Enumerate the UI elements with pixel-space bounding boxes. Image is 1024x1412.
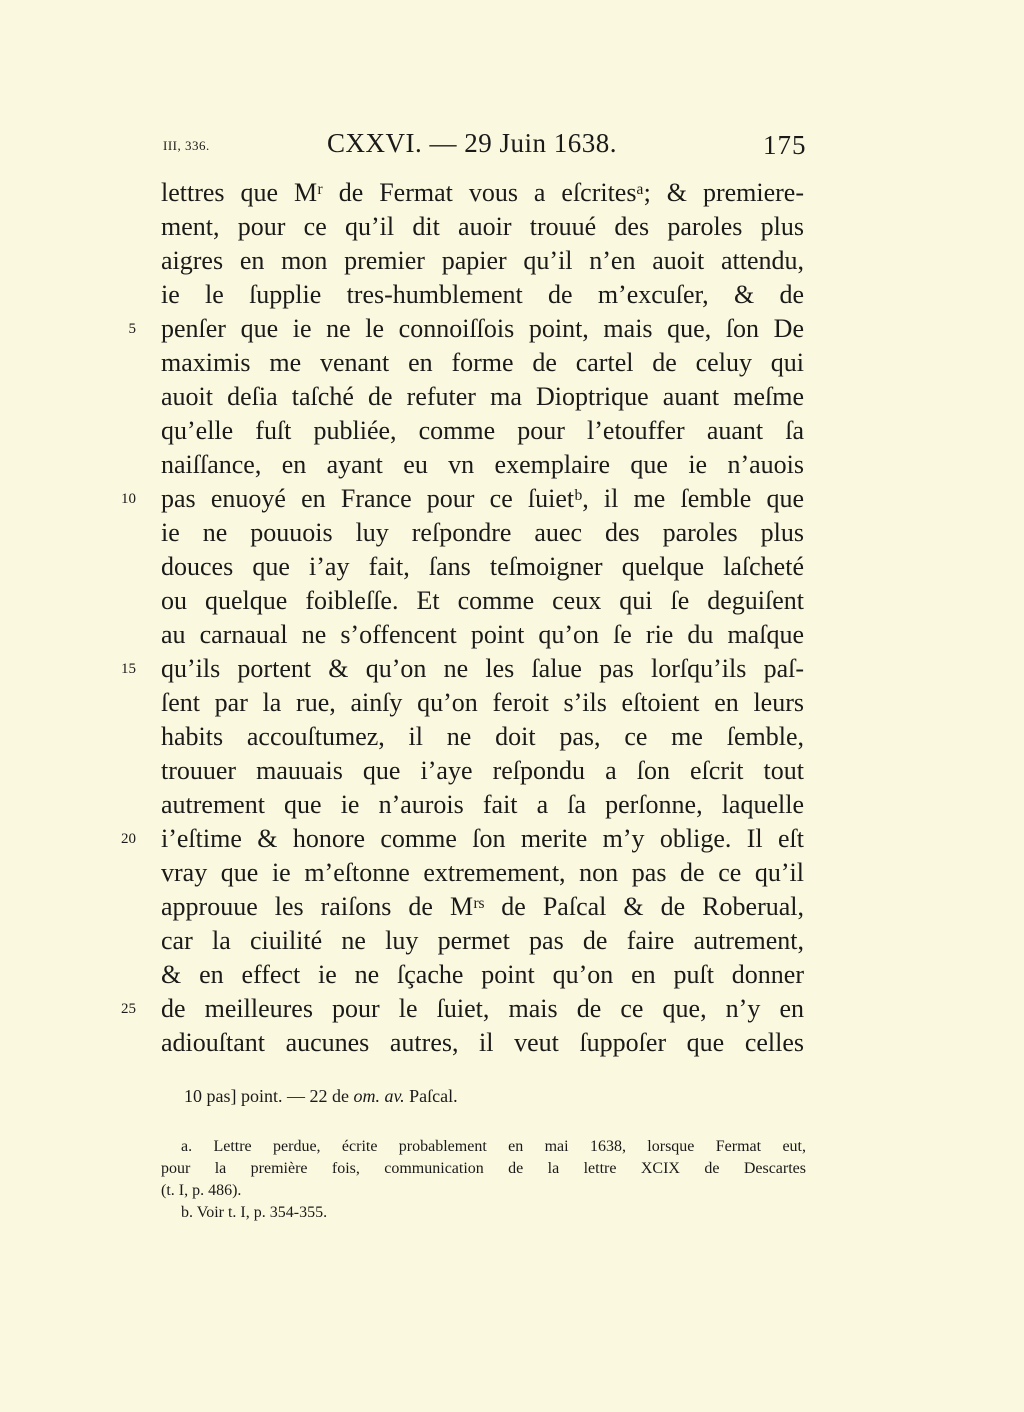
text-line	[0, 346, 1024, 380]
line-text: ou quelque foibleſſe. Et comme ceux qui ſe deguiſent	[161, 586, 804, 615]
line-text: qu’ils portent & qu’on ne les ſalue pas lorſqu’ils paſ-	[161, 654, 804, 683]
line-text: habits accouſtumez, il ne doit pas, ce me ſemble,	[161, 722, 804, 751]
line-number: 5	[128, 321, 136, 337]
text-line	[0, 550, 1024, 584]
footnote-a-line-1: a. Lettre perdue, écrite probablement en mai 1638, lorsque Fermat eut,	[181, 1138, 806, 1155]
text-line	[0, 788, 1024, 822]
line-text: car la ciuilité ne luy permet pas de faire autrement,	[161, 926, 804, 955]
line-text: ie le ſupplie tres-humblement de m’excuſer, & de	[161, 280, 804, 309]
text-line	[0, 380, 1024, 414]
line-text: i’eſtime & honore comme ſon merite m’y oblige. Il eſt	[161, 824, 804, 853]
line-text: approuue les raiſons de Mʳˢ de Paſcal & de Roberual,	[161, 892, 804, 921]
footnote-b: b. Voir t. I, p. 354-355.	[181, 1204, 328, 1221]
text-line	[0, 924, 1024, 958]
line-text: autrement que ie n’aurois fait a ſa perſonne, laquelle	[161, 790, 804, 819]
text-line	[0, 516, 1024, 550]
line-text: ment, pour ce qu’il dit auoir trouué des paroles plus	[161, 212, 804, 241]
text-line	[0, 618, 1024, 652]
line-text: maximis me venant en forme de cartel de celuy qui	[161, 348, 804, 377]
line-text: auoit deſia taſché de refuter ma Dioptrique auant meſme	[161, 382, 804, 411]
text-line	[0, 652, 1024, 686]
text-line	[0, 278, 1024, 312]
line-text: trouuer mauuais que i’aye reſpondu a ſon eſcrit tout	[161, 756, 804, 785]
page-number: 175	[763, 130, 807, 160]
text-line	[0, 890, 1024, 924]
text-line	[0, 754, 1024, 788]
line-text: douces que i’ay fait, ſans teſmoigner quelque laſcheté	[161, 552, 804, 581]
line-number: 10	[121, 491, 136, 507]
line-text: ſent par la rue, ainſy qu’on feroit s’ils eſtoient en leurs	[161, 688, 804, 717]
variant-note	[184, 1086, 458, 1107]
text-line	[0, 992, 1024, 1026]
page-header	[0, 128, 1024, 168]
text-line	[0, 720, 1024, 754]
text-line	[0, 414, 1024, 448]
text-line	[0, 686, 1024, 720]
text-line	[0, 176, 1024, 210]
line-number: 15	[121, 661, 136, 677]
letter-body	[0, 176, 1024, 1060]
text-line	[0, 312, 1024, 346]
variant-note-abbrev: om. av.	[353, 1086, 405, 1106]
footnotes	[161, 1136, 806, 1224]
text-line	[0, 244, 1024, 278]
line-text: vray que ie m’eſtonne extremement, non pas de ce qu’il	[161, 858, 804, 887]
line-text: aigres en mon premier papier qu’il n’en auoit attendu,	[161, 246, 804, 275]
line-text: & en effect ie ne ſçache point qu’on en puſt donner	[161, 960, 804, 989]
line-text: pas enuoyé en France pour ce ſuietᵇ, il me ſemble que	[161, 484, 804, 513]
text-line	[0, 1026, 1024, 1060]
line-text: adiouſtant aucunes autres, il veut ſuppoſer que celles	[161, 1028, 804, 1057]
line-number: 25	[121, 1001, 136, 1017]
page-reference: III, 336.	[163, 138, 210, 153]
line-number: 20	[121, 831, 136, 847]
text-line	[0, 822, 1024, 856]
text-line	[0, 584, 1024, 618]
text-line	[0, 856, 1024, 890]
text-line	[0, 448, 1024, 482]
text-line	[0, 958, 1024, 992]
line-text: ie ne pouuois luy reſpondre auec des paroles plus	[161, 518, 804, 547]
variant-note-text: 10 pas] point. — 22 de	[184, 1086, 354, 1106]
letter-heading: CXXVI. — 29 Juin 1638.	[327, 128, 618, 158]
footnote-a-line-2: pour la première fois, communication de la lettre XCIX de Descartes	[161, 1160, 806, 1177]
line-text: de meilleures pour le ſuiet, mais de ce que, n’y en	[161, 994, 804, 1023]
line-text: lettres que Mʳ de Fermat vous a eſcritesᵃ; & premiere-	[161, 178, 804, 207]
text-line	[0, 482, 1024, 516]
line-text: qu’elle fuſt publiée, comme pour l’etouffer auant ſa	[161, 416, 804, 445]
line-text: naiſſance, en ayant eu vn exemplaire que ie n’auois	[161, 450, 804, 479]
footnote-a-line-3: (t. I, p. 486).	[161, 1182, 242, 1199]
line-text: penſer que ie ne le connoiſſois point, mais que, ſon De	[161, 314, 804, 343]
variant-note-end: Paſcal.	[404, 1086, 458, 1106]
line-text: au carnaual ne s’offencent point qu’on ſe rie du maſque	[161, 620, 804, 649]
text-line	[0, 210, 1024, 244]
